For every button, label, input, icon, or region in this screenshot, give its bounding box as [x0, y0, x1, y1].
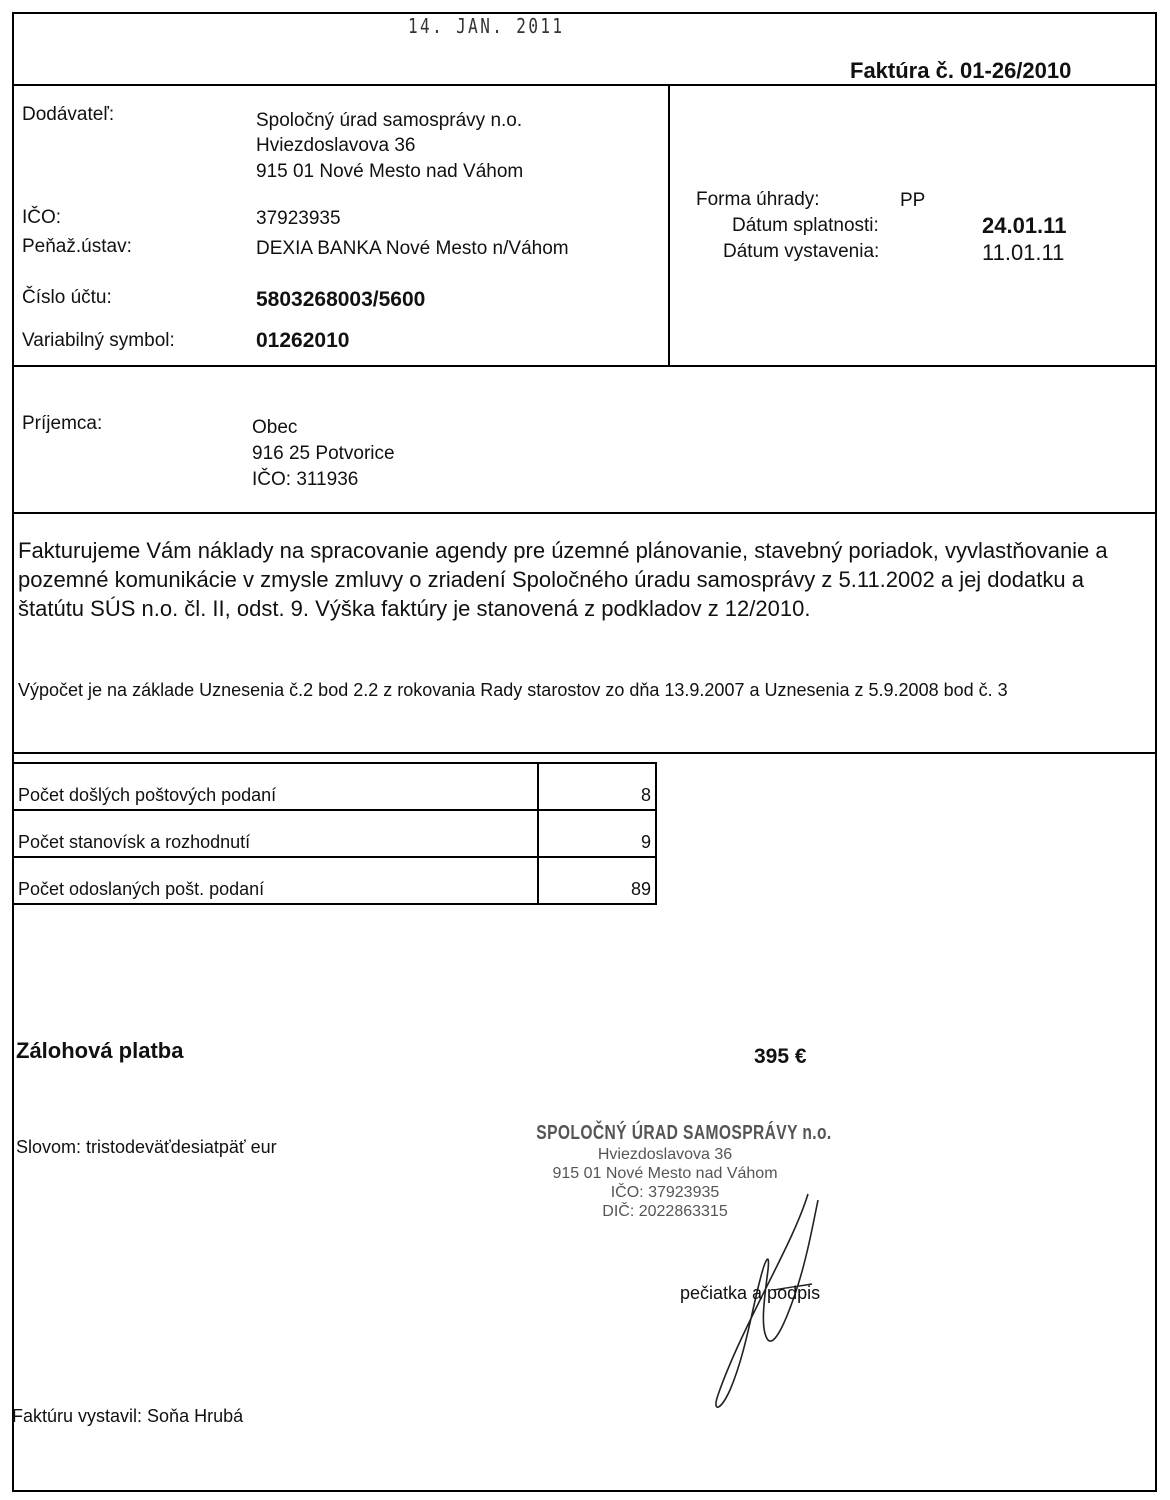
due-date-label: Dátum splatnosti:	[732, 215, 879, 236]
supplier-bank-label: Peňaž.ústav:	[22, 236, 132, 257]
stamp-dic: DIČ: 2022863315	[602, 1203, 728, 1220]
table-row	[13, 810, 656, 857]
header-divider	[12, 84, 1156, 86]
table-row	[13, 857, 656, 904]
invoice-description: Fakturujeme Vám náklady na spracovanie agendy pre územné plánovanie, stavebný poriadok, vyvlastňovanie a pozemné komunikácie v zmysle zmluvy o zriadení Spoločného úradu samosprávy z 5.11.2002 a jej dodatku a štatútu SÚS n.o. čl. II, odst. 9. Výška faktúry je stanovená z podkladov z 12/2010.	[18, 538, 1108, 621]
supplier-bank: DEXIA BANKA Nové Mesto n/Váhom	[256, 238, 569, 259]
description-bottom-divider	[12, 752, 1156, 754]
stamp-ico: IČO: 37923935	[610, 1184, 720, 1201]
issue-date-label: Dátum vystavenia:	[723, 241, 880, 262]
issued-by: Faktúru vystavil: Soňa Hrubá	[12, 1406, 244, 1426]
supplier-ico-label: IČO:	[22, 207, 62, 228]
stamp-street: Hviezdoslavova 36	[597, 1146, 733, 1163]
advance-payment-amount: 395 €	[754, 1045, 807, 1068]
due-date: 24.01.11	[982, 213, 1067, 238]
variable-symbol-label: Variabilný symbol:	[22, 330, 175, 351]
stamp-company-name: SPOLOČNÝ ÚRAD SAMOSPRÁVY n.o.	[536, 1122, 832, 1144]
calculation-note: Výpočet je na základe Uznesenia č.2 bod 2.2 z rokovania Rady starostov zo dňa 13.9.2007 a Uznesenia z 5.9.2008 bod č. 3	[18, 680, 1008, 700]
recipient-city: 916 25 Potvorice	[252, 443, 395, 464]
recipient-bottom-divider	[12, 512, 1156, 514]
issue-date: 11.01.11	[982, 240, 1065, 265]
account-label: Číslo účtu:	[22, 287, 112, 308]
supplier-bottom-divider	[12, 365, 1156, 367]
signature-label: pečiatka a podpis	[680, 1283, 821, 1303]
count-value: 9	[538, 810, 656, 857]
supplier-city: 915 01 Nové Mesto nad Váhom	[256, 161, 524, 182]
frame-bottom	[12, 1490, 1157, 1492]
table-row	[13, 763, 656, 810]
recipient-ico: IČO: 311936	[252, 469, 359, 490]
account-number: 5803268003/5600	[256, 288, 426, 311]
advance-payment-label: Zálohová platba	[16, 1038, 184, 1063]
count-value: 8	[538, 763, 656, 810]
recipient-name: Obec	[252, 417, 298, 438]
supplier-name: Spoločný úrad samosprávy n.o.	[256, 110, 523, 131]
supplier-ico: 37923935	[256, 208, 341, 229]
variable-symbol: 01262010	[256, 329, 350, 352]
payment-form-label: Forma úhrady:	[696, 189, 820, 210]
recipient-label: Príjemca:	[22, 413, 103, 434]
counts-table	[12, 762, 657, 905]
stamp-city: 915 01 Nové Mesto nad Váhom	[552, 1165, 778, 1182]
supplier-column-divider	[668, 84, 670, 366]
invoice-title: Faktúra č. 01-26/2010	[850, 58, 1072, 83]
amount-in-words: Slovom: tristodeväťdesiatpäť eur	[16, 1137, 277, 1157]
supplier-street: Hviezdoslavova 36	[256, 135, 416, 156]
frame-top	[12, 12, 1156, 14]
count-label: Počet došlých poštových podaní	[13, 763, 538, 810]
count-label: Počet stanovísk a rozhodnutí	[13, 810, 538, 857]
payment-form: PP	[900, 190, 926, 211]
count-label: Počet odoslaných pošt. podaní	[13, 857, 538, 904]
received-date-stamp: 14. JAN. 2011	[408, 14, 565, 38]
handwritten-signature	[690, 1190, 840, 1420]
supplier-label: Dodávateľ:	[22, 104, 115, 125]
count-value: 89	[538, 857, 656, 904]
